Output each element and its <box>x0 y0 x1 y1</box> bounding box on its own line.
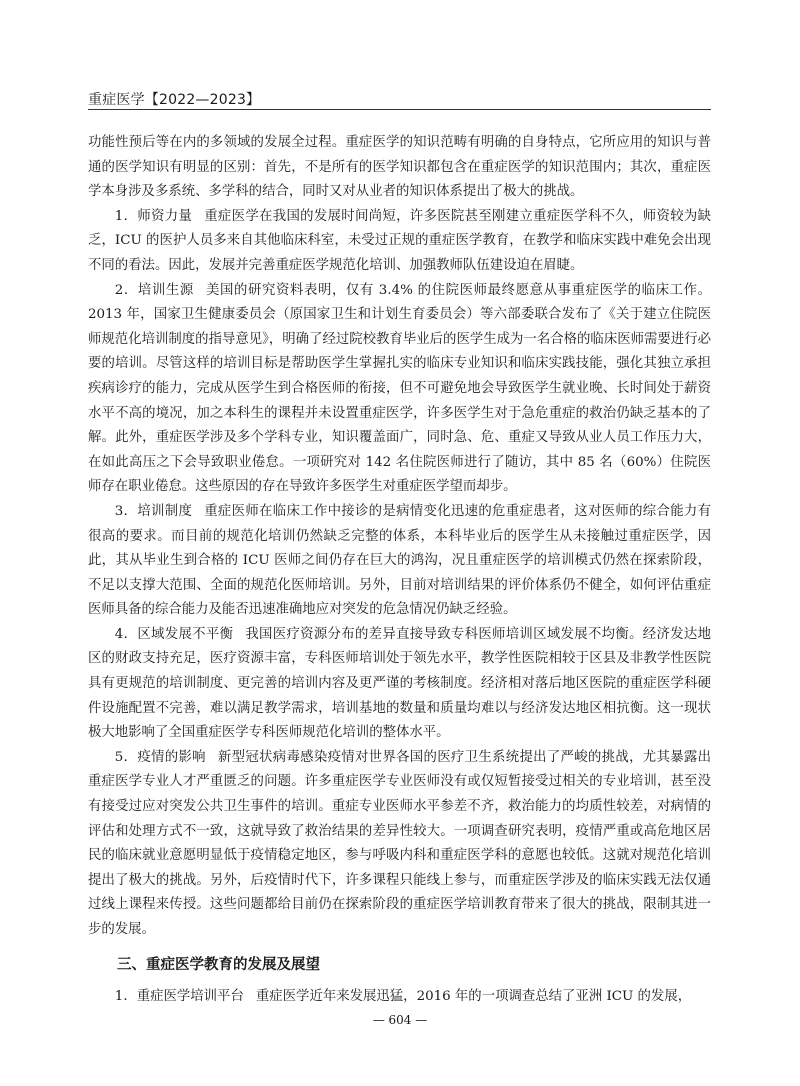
paragraph-text: 重症医师在临床工作中接诊的是病情变化迅速的危重症患者，这对医师的综合能力有很高的要求。而目前的规范化培训仍然缺乏完整的体系，本科毕业后的医学生从未接触过重症医学，因此，其从毕业生到合格的 ICU 医师之间仍存在巨大的鸿沟，况且重症医学的培训模式仍然在探索阶段，不足以支撑大范围、全面的规范化医师培训。另外，目前对培训结果的评价体系仍不健全，如何评估重症医师具备的综合能力及能否迅速准确地应对突发的危急情况仍缺乏经验。 <box>88 503 711 618</box>
paragraph-continuation <box>88 131 711 205</box>
paragraph-teaching-staff <box>88 205 711 279</box>
paragraph-regional-imbalance <box>88 623 711 746</box>
section-heading: 三、重症医学教育的发展及展望 <box>117 956 320 973</box>
paragraph-epidemic-impact <box>88 746 711 943</box>
paragraph-lead: 2．培训生源 <box>114 282 194 298</box>
paragraph-text: 重症医学近年来发展迅猛，2016 年的一项调查总结了亚洲 ICU 的发展， <box>255 988 692 1004</box>
paragraph-text: 美国的研究资料表明，仅有 3.4% 的住院医师最终愿意从事重症医学的临床工作。2013 年，国家卫生健康委员会（原国家卫生和计划生育委员会）等六部委联合发布了《关于建立住院医师规范化培训制度的指导意见》，明确了经过院校教育毕业后的医学生成为一名合格的临床医师需要进行必要的培训。尽管这样的培训目标是帮助医学生掌握扎实的临床专业知识和临床实践技能，强化其独立承担疾病诊疗的能力，完成从医学生到合格医师的衔接，但不可避免地会导致医学生就业晚、长时间处于薪资水平不高的境况，加之本科生的课程并未设置重症医学，许多医学生对于急危重症的救治仍缺乏基本的了解。此外，重症医学涉及多个学科专业，知识覆盖面广，同时急、危、重症又导致从业人员工作压力大，在如此高压之下会导致职业倦怠。一项研究对 142 名住院医师进行了随访，其中 85 名（60%）住院医师存在职业倦怠。这些原因的存在导致许多医学生对重症医学望而却步。 <box>88 282 712 495</box>
body-text <box>88 131 711 1009</box>
paragraph-trainee-source <box>88 279 711 500</box>
page-number: — 604 — <box>372 1013 428 1027</box>
paragraph-lead: 4．区域发展不平衡 <box>114 626 234 642</box>
running-header: 重症医学【2022—2023】 <box>88 92 261 108</box>
paragraph-training-platform <box>88 985 711 1010</box>
paragraph-training-system <box>88 500 711 623</box>
paragraph-text: 新型冠状病毒感染疫情对世界各国的医疗卫生系统提出了严峻的挑战，尤其暴露出重症医学专业人才严重匮乏的问题。许多重症医学专业医师没有或仅短暂接受过相关的专业培训，甚至没有接受过应对突发公共卫生事件的培训。重症专业医师水平参差不齐，救治能力的均质性较差，对病情的评估和处理方式不一致，这就导致了救治结果的差异性较大。一项调查研究表明，疫情严重或高危地区居民的临床就业意愿明显低于疫情稳定地区，参与呼吸内科和重症医学科的意愿也较低。这就对规范化培训提出了极大的挑战。另外，后疫情时代下，许多课程只能线上参与，而重症医学涉及的临床实践无法仅通过线上课程来传授。这些问题都给目前仍在探索阶段的重症医学培训教育带来了很大的挑战，限制其进一步的发展。 <box>88 749 711 937</box>
paragraph-text: 功能性预后等在内的多领域的发展全过程。重症医学的知识范畴有明确的自身特点，它所应用的知识与普通的医学知识有明显的区别：首先，不是所有的医学知识都包含在重症医学的知识范围内；其次，重症医学本身涉及多系统、多学科的结合，同时又对从业者的知识体系提出了极大的挑战。 <box>88 135 711 200</box>
paragraph-lead: 1．师资力量 <box>114 208 193 224</box>
header-rule <box>88 109 711 110</box>
paragraph-text: 重症医学在我国的发展时间尚短，许多医院甚至刚建立重症医学科不久，师资较为缺乏，ICU 的医护人员多来自其他临床科室，未受过正规的重症医学教育，在教学和临床实践中难免会出现不同的看法。因此，发展并完善重症医学规范化培训、加强教师队伍建设迫在眉睫。 <box>88 208 711 273</box>
paragraph-lead: 1．重症医学培训平台 <box>114 988 244 1004</box>
paragraph-lead: 3．培训制度 <box>114 503 193 519</box>
paragraph-lead: 5．疫情的影响 <box>114 749 206 765</box>
paragraph-text: 我国医疗资源分布的差异直接导致专科医师培训区域发展不均衡。经济发达地区的财政支持充足，医疗资源丰富，专科医师培训处于领先水平，教学性医院相较于区县及非教学性医院具有更规范的培训制度、更完善的培训内容及更严谨的考核制度。经济相对落后地区医院的重症医学科硬件设施配置不完善，难以满足教学需求，培训基地的数量和质量均难以与经济发达地区相抗衡。这一现状极大地影响了全国重症医学专科医师规范化培训的整体水平。 <box>88 626 711 741</box>
